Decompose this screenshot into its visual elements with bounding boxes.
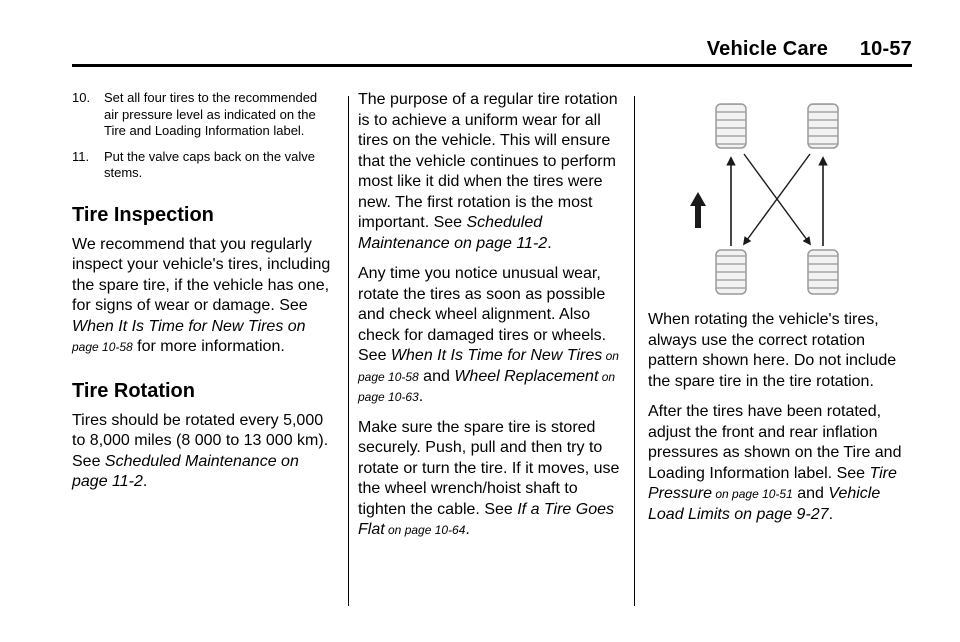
step-text: Put the valve caps back on the valve stems. [104, 148, 316, 180]
reference-link[interactable]: Wheel Replacement [454, 367, 599, 385]
spare-tire-paragraph [358, 418, 626, 541]
reference-link[interactable]: If a Tire Goes Flat [358, 500, 615, 538]
reference-page[interactable]: on page 10-64 [384, 523, 466, 537]
step-number: 10. [72, 90, 91, 105]
paragraph-tail: . [828, 505, 834, 523]
tire-rotation-heading: Tire Rotation [72, 379, 195, 402]
column-3 [648, 310, 918, 535]
paragraph-tail: . [465, 521, 470, 538]
paragraph-text: The purpose of a regular tire rotation is to achieve a uniform wear for all tires on the vehicle. This will ensure that the vehicle continues to perform most like it did when the tires were new. The first rotation is the most important. See [358, 91, 618, 231]
reference-page[interactable]: on page 10-58 [358, 349, 619, 384]
reference-link[interactable]: When It Is Time for New Tires [390, 347, 603, 364]
forward-arrow-icon [690, 192, 706, 228]
column-divider [348, 96, 349, 606]
reference-link[interactable]: Scheduled Maintenance on page 11-2 [358, 214, 548, 252]
reference-link[interactable]: When It Is Time for New Tires on [72, 317, 306, 335]
conjunction: and [792, 485, 829, 502]
paragraph-tail: . [547, 234, 552, 252]
reference-link[interactable]: Tire Pressure [648, 464, 897, 502]
step-number: 11. [72, 148, 90, 164]
tire-inspection-paragraph [72, 235, 334, 358]
paragraph-text: We recommend that you regularly inspect your vehicle's tires, including the spare tire, if the vehicle has one, for signs of wear or damage. See [72, 235, 331, 314]
header-rule [72, 64, 912, 67]
conjunction: and [418, 367, 455, 385]
steps-list [72, 90, 334, 182]
rotation-pattern-paragraph: When rotating the vehicle's tires, always use the correct rotation pattern shown here. Do not include the spare tire in the tire rotation. [648, 311, 897, 390]
paragraph-text: Any time you notice unusual wear, rotate the tires as soon as possible and check wheel alignment. Also check for damaged tires or wheels. See [358, 265, 607, 364]
tire-rotation-paragraph [72, 411, 334, 493]
tire-inspection-heading: Tire Inspection [72, 203, 214, 226]
page-number: 10-57 [859, 38, 912, 60]
paragraph-tail: . [142, 473, 148, 490]
reference-page[interactable]: on page 10-51 [712, 487, 793, 501]
tire-icon [716, 250, 746, 294]
list-item [72, 149, 334, 182]
reference-page[interactable]: page 10-58 [72, 340, 133, 354]
paragraph-text: Tires should be rotated every 5,000 to 8,000 miles (8 000 to 13 000 km). See [72, 411, 329, 470]
paragraph-text: Make sure the spare tire is stored securely. Push, pull and then try to rotate or turn the tire. If it moves, use the wheel wrench/hoist shaft to tighten the cable. See [358, 418, 620, 518]
paragraph-tail: . [418, 388, 424, 405]
step-text: Set all four tires to the recommended air pressure level as indicated on the Tire and Loading Information label. [104, 90, 318, 138]
rotation-purpose-paragraph [358, 90, 626, 254]
reference-link[interactable]: Vehicle Load Limits on page 9-27 [648, 485, 881, 523]
page-header [707, 38, 912, 61]
section-title: Vehicle Care [706, 38, 829, 60]
paragraph-text: After the tires have been rotated, adjust the front and rear inflation pressures as shown on the Tire and Loading Information label. See [648, 403, 902, 482]
tire-icon [716, 104, 746, 148]
tire-rotation-diagram [688, 100, 878, 296]
tire-icon [808, 250, 838, 294]
list-item [72, 90, 334, 140]
inflation-paragraph [648, 402, 918, 525]
tire-icon [808, 104, 838, 148]
paragraph-tail: for more information. [132, 338, 285, 355]
reference-link[interactable]: Scheduled Maintenance on page 11-2 [72, 452, 299, 490]
column-2 [358, 90, 626, 551]
column-divider [634, 96, 635, 606]
unusual-wear-paragraph [358, 264, 626, 408]
column-1 [72, 90, 334, 503]
reference-page[interactable]: on page 10-63 [358, 369, 616, 404]
